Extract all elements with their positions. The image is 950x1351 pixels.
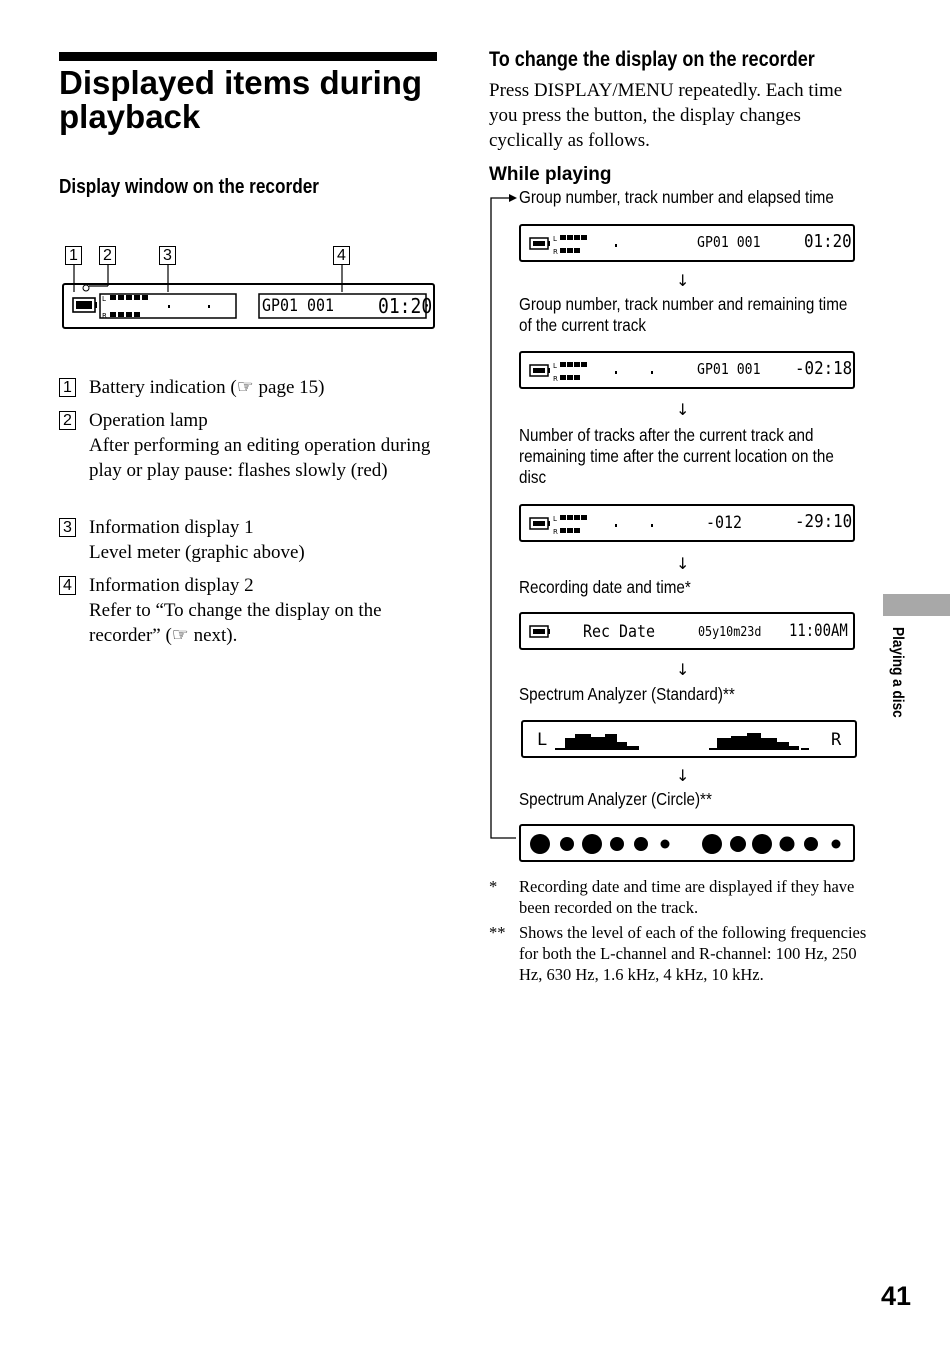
spectrum-circles xyxy=(521,826,855,862)
down-arrow-icon: ↓ xyxy=(676,660,690,679)
step-caption-3: Number of tracks after the current track and remaining time after the current location on the disc xyxy=(519,425,834,487)
side-section-label xyxy=(880,627,910,757)
legend-text-3: Information display 1 xyxy=(89,517,254,538)
svg-text:L: L xyxy=(102,295,106,303)
legend-desc-2: After performing an editing operation during play or play pause: flashes slowly (red) xyxy=(89,435,431,481)
callout-number-2: 2 xyxy=(99,246,116,265)
svg-text:L: L xyxy=(553,515,557,523)
callout-number-3: 3 xyxy=(159,246,176,265)
step-caption-1: Group number, track number and elapsed time xyxy=(519,187,834,207)
section-heading: To change the display on the recorder xyxy=(489,48,815,71)
legend-text-1: Battery indication (☞ page 15) xyxy=(89,377,325,398)
svg-text:R: R xyxy=(553,248,558,256)
lcd-3-tracks: -012 xyxy=(706,513,743,533)
legend-number-4: 4 xyxy=(59,576,76,595)
step-caption-2: Group number, track number and remaining time of the current track xyxy=(519,294,848,335)
diagram-time: 01:20 xyxy=(378,294,433,318)
lcd-2-group-track: GP01 001 xyxy=(697,360,761,378)
battery-icon xyxy=(529,620,555,644)
legend-number-3: 3 xyxy=(59,518,76,537)
lcd-display-1 xyxy=(519,224,855,262)
legend-desc-4: Refer to “To change the display on the recorder” (☞ next). xyxy=(89,600,382,646)
page-number: 41 xyxy=(881,1281,912,1311)
svg-text:R: R xyxy=(553,375,558,383)
lcd-1-time: 01:20 xyxy=(804,231,852,252)
section-body: Press DISPLAY/MENU repeatedly. Each time you press the button, the display changes cyclically as follows. xyxy=(489,80,843,151)
step-caption-5: Spectrum Analyzer (Standard)** xyxy=(519,684,735,704)
lcd-4-label: Rec Date xyxy=(583,622,656,642)
legend-text-2: Operation lamp xyxy=(89,410,208,431)
battery-level-icon xyxy=(529,359,669,383)
lcd-display-3 xyxy=(519,504,855,542)
lcd-3-time: -29:10 xyxy=(795,511,853,532)
battery-level-icon xyxy=(529,512,669,536)
section-side-tab xyxy=(883,594,950,616)
lcd-display-4 xyxy=(519,612,855,650)
footnote-1-text: Recording date and time are displayed if they have been recorded on the track. xyxy=(519,877,855,917)
legend-desc-3: Level meter (graphic above) xyxy=(89,542,305,563)
svg-text:L: L xyxy=(553,235,557,243)
diagram-group-track: GP01 001 xyxy=(262,296,335,316)
lcd-2-time: -02:18 xyxy=(795,358,853,379)
lcd-display-2 xyxy=(519,351,855,389)
side-section-label-text: Playing a disc xyxy=(889,627,906,718)
cycle-loop-arrow xyxy=(486,190,520,850)
lcd-1-group-track: GP01 001 xyxy=(697,233,761,251)
battery-level-icon xyxy=(529,232,649,256)
lcd-5-left-channel: L xyxy=(537,730,548,750)
footnote-1-mark: * xyxy=(489,877,498,896)
step-caption-6: Spectrum Analyzer (Circle)** xyxy=(519,789,712,809)
lcd-display-6 xyxy=(519,824,855,862)
callout-number-1: 1 xyxy=(65,246,82,265)
while-playing-heading: While playing xyxy=(489,164,612,185)
spectrum-bars-standard xyxy=(553,728,829,752)
svg-text:L: L xyxy=(553,362,557,370)
lcd-4-time: 11:00AM xyxy=(789,621,848,641)
svg-text:R: R xyxy=(553,528,558,536)
legend-text-4: Information display 2 xyxy=(89,575,254,596)
footnote-2-text: Shows the level of each of the following frequencies for both the L-channel and R-channel: 100 Hz, 250 Hz, 630 Hz, 1.6 kHz, 4 kHz, 10 kHz. xyxy=(519,923,867,984)
down-arrow-icon: ↓ xyxy=(676,554,690,573)
legend-number-1: 1 xyxy=(59,378,76,397)
down-arrow-icon: ↓ xyxy=(676,400,690,419)
lcd-4-date: 05y10m23d xyxy=(698,625,762,640)
svg-text:R: R xyxy=(102,312,107,320)
lcd-display-5 xyxy=(521,720,857,758)
callout-number-4: 4 xyxy=(333,246,350,265)
footnote-2-mark: ** xyxy=(489,923,506,942)
lcd-5-right-channel: R xyxy=(831,730,842,750)
down-arrow-icon: ↓ xyxy=(676,271,690,290)
step-caption-4: Recording date and time* xyxy=(519,577,691,597)
down-arrow-icon: ↓ xyxy=(676,766,690,785)
page-title: Displayed items during playback xyxy=(59,64,423,135)
section-subtitle: Display window on the recorder xyxy=(59,176,319,198)
title-rule xyxy=(59,52,437,61)
legend-number-2: 2 xyxy=(59,411,76,430)
